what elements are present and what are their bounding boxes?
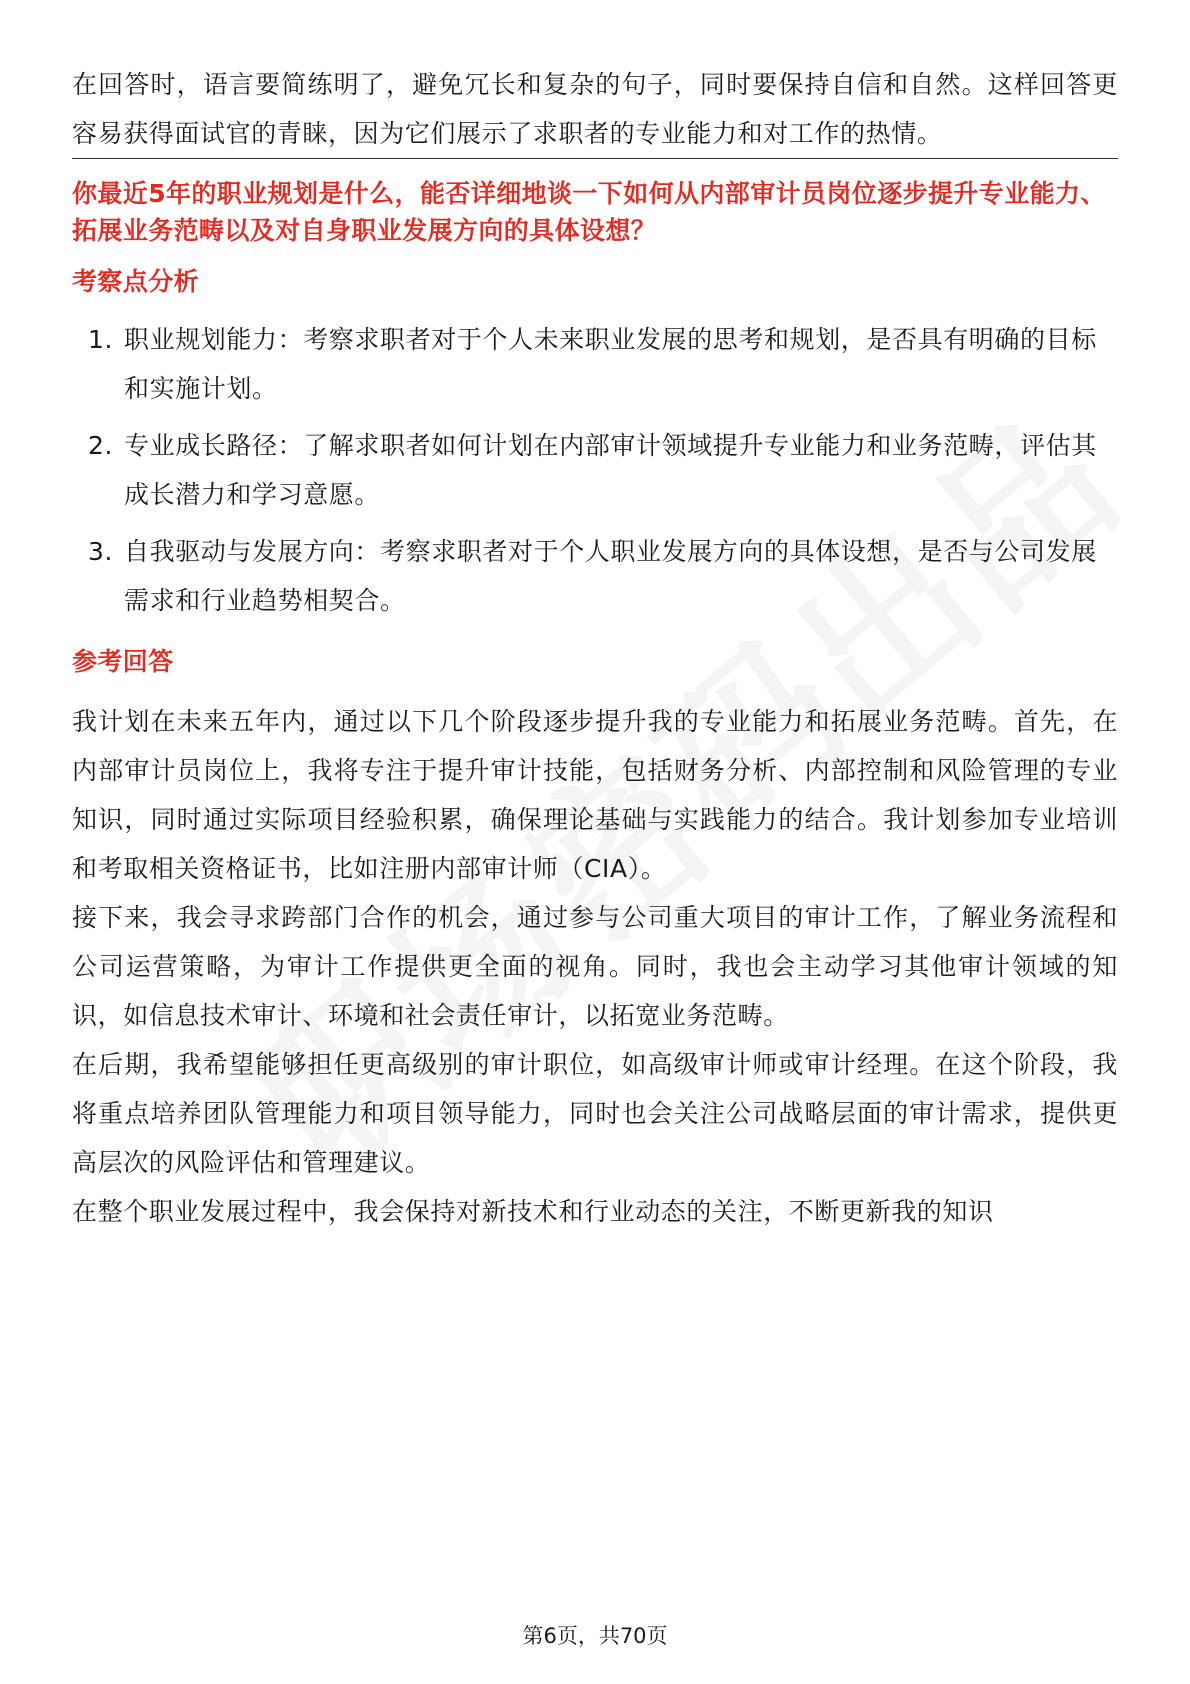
- analysis-point: [72, 315, 1118, 413]
- point-number: 3.: [88, 537, 114, 566]
- analysis-point: [72, 527, 1118, 625]
- analysis-heading: 考察点分析: [72, 267, 200, 296]
- point-text: 专业成长路径：了解求职者如何计划在内部审计领域提升专业能力和业务范畴，评估其成长潜力和学习意愿。: [124, 431, 1097, 509]
- interview-question: 你最近5年的职业规划是什么，能否详细地谈一下如何从内部审计员岗位逐步提升专业能力、拓展业务范畴以及对自身职业发展方向的具体设想？: [72, 179, 1106, 245]
- intro-paragraph: 在回答时，语言要简练明了，避免冗长和复杂的句子，同时要保持自信和自然。这样回答更容易获得面试官的青睐，因为它们展示了求职者的专业能力和对工作的热情。: [72, 70, 1118, 148]
- section-divider: [72, 158, 1118, 159]
- analysis-point: [72, 421, 1118, 519]
- answer-paragraph: 在后期，我希望能够担任更高级别的审计职位，如高级审计师或审计经理。在这个阶段，我将重点培养团队管理能力和项目领导能力，同时也会关注公司战略层面的审计需求，提供更高层次的风险评估和管理建议。: [72, 1050, 1118, 1177]
- page-number-footer: 第6页，共70页: [522, 1624, 668, 1648]
- point-number: 1.: [88, 325, 114, 354]
- answer-paragraph: 在整个职业发展过程中，我会保持对新技术和行业动态的关注，不断更新我的知识: [72, 1197, 994, 1226]
- point-text: 职业规划能力：考察求职者对于个人未来职业发展的思考和规划，是否具有明确的目标和实施计划。: [124, 325, 1097, 403]
- page-content: [72, 60, 1118, 1236]
- analysis-points: [72, 315, 1118, 625]
- answer-paragraph: 我计划在未来五年内，通过以下几个阶段逐步提升我的专业能力和拓展业务范畴。首先，在内部审计员岗位上，我将专注于提升审计技能，包括财务分析、内部控制和风险管理的专业知识，同时通过实际项目经验积累，确保理论基础与实践能力的结合。我计划参加专业培训和考取相关资格证书，比如注册内部审计师（CIA）。: [72, 707, 1118, 883]
- answer-body: [72, 697, 1118, 1236]
- answer-heading: 参考回答: [72, 647, 174, 676]
- answer-paragraph: 接下来，我会寻求跨部门合作的机会，通过参与公司重大项目的审计工作，了解业务流程和公司运营策略，为审计工作提供更全面的视角。同时，我也会主动学习其他审计领域的知识，如信息技术审计、环境和社会责任审计，以拓宽业务范畴。: [72, 903, 1118, 1030]
- point-number: 2.: [88, 431, 114, 460]
- point-text: 自我驱动与发展方向：考察求职者对于个人职业发展方向的具体设想，是否与公司发展需求和行业趋势相契合。: [124, 537, 1097, 615]
